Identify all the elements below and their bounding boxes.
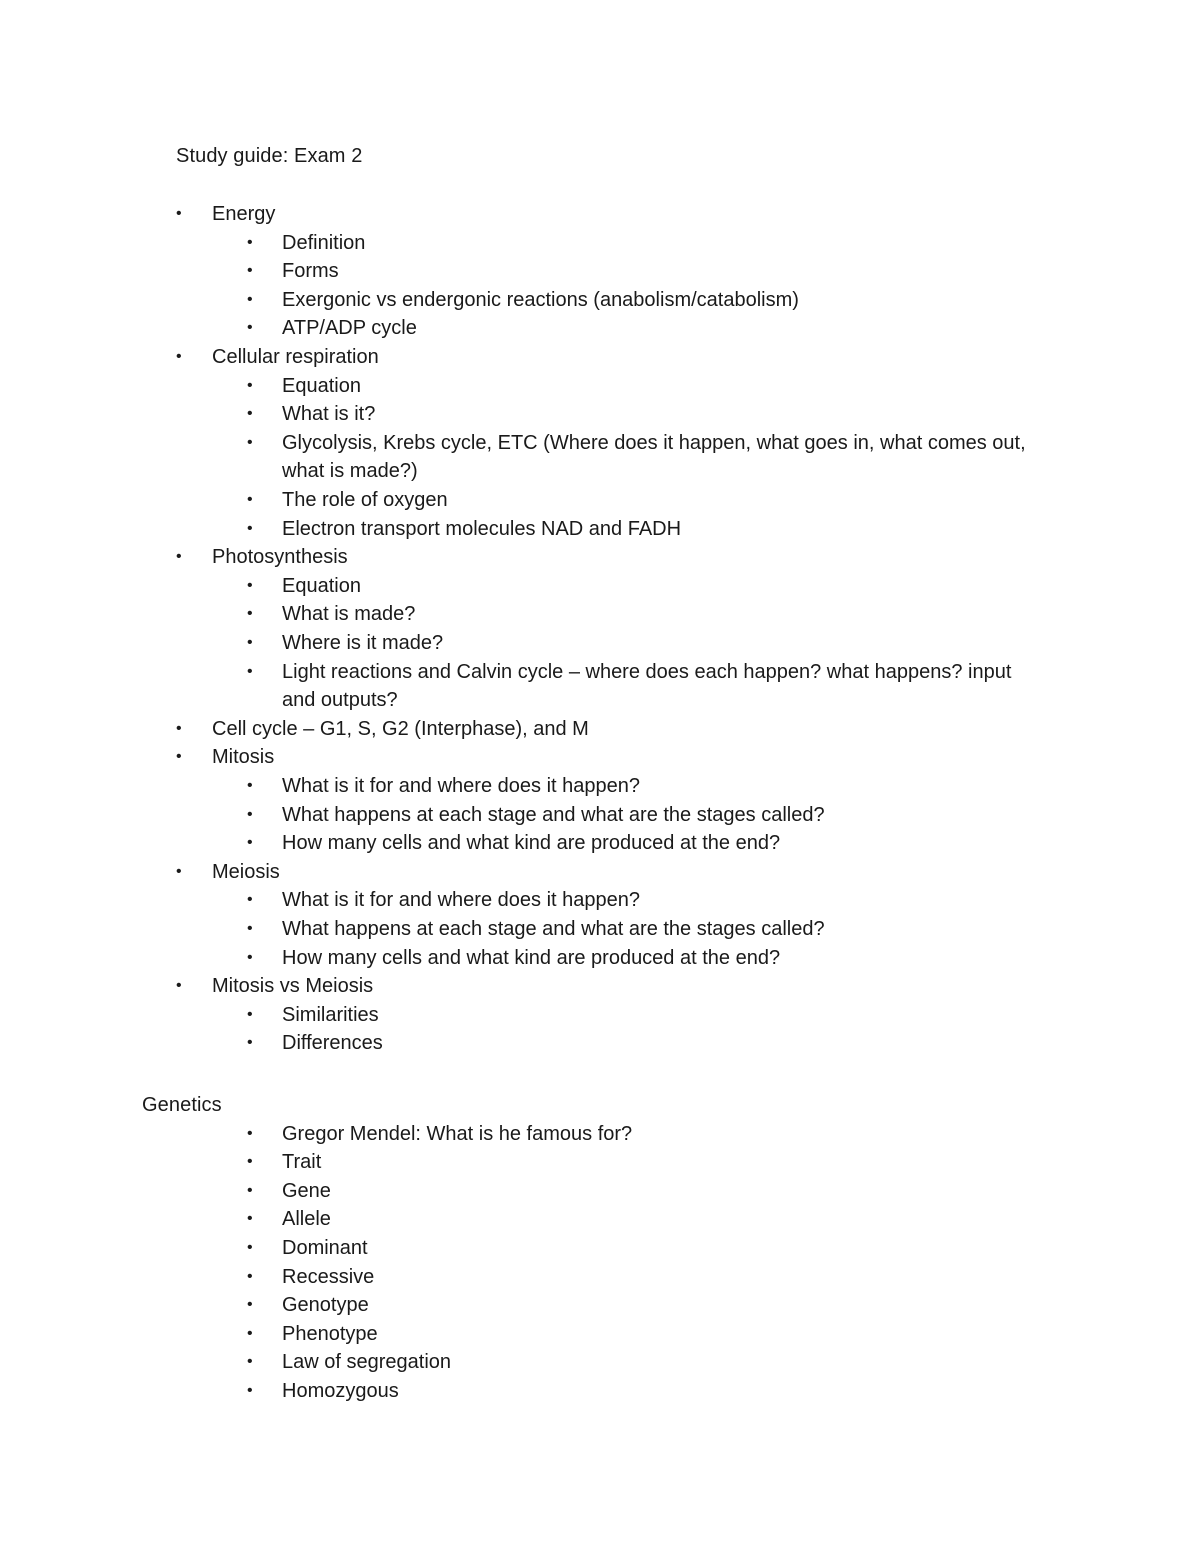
bullet-icon: • <box>247 662 253 680</box>
bullet-icon: • <box>247 1296 253 1314</box>
bullet-icon: • <box>247 605 253 623</box>
outline-item-text: Equation <box>282 374 361 397</box>
genetics-item-text: Gene <box>282 1179 331 1202</box>
outline-item-text: How many cells and what kind are produced at the end? <box>282 946 781 969</box>
outline-item-text: What happens at each stage and what are the stages called? <box>282 803 825 826</box>
bullet-icon: • <box>247 319 253 337</box>
outline-item-text: Differences <box>282 1032 383 1055</box>
bullet-icon: • <box>247 1034 253 1052</box>
outline-item-text: Similarities <box>282 1003 379 1026</box>
outline-item-text: Glycolysis, Krebs cycle, ETC (Where does it happen, what goes in, what comes out, what is made?) <box>282 431 1026 483</box>
genetics-item-text: Genotype <box>282 1294 369 1317</box>
outline-item-text: Energy <box>212 203 276 225</box>
page-title: Study guide: Exam 2 <box>176 145 363 167</box>
outline-item-text: Where is it made? <box>282 632 444 654</box>
bullet-icon: • <box>247 1153 253 1171</box>
outline-item-text: Meiosis <box>212 860 280 883</box>
bullet-icon: • <box>247 576 253 594</box>
bullet-icon: • <box>176 748 182 766</box>
outline-item-text: The role of oxygen <box>282 489 448 511</box>
bullet-icon: • <box>247 920 253 937</box>
outline-item-text: Forms <box>282 260 339 283</box>
bullet-icon: • <box>247 1324 253 1342</box>
genetics-item-text: Recessive <box>282 1265 375 1288</box>
bullet-icon: • <box>247 262 253 280</box>
outline-item-text: Mitosis <box>212 746 275 769</box>
bullet-icon: • <box>247 1005 253 1023</box>
bullet-icon: • <box>247 233 253 251</box>
bullet-icon: • <box>247 1181 253 1199</box>
genetics-item-text: Dominant <box>282 1236 368 1259</box>
genetics-item-text: Homozygous <box>282 1379 399 1402</box>
bullet-icon: • <box>247 1267 253 1285</box>
outline-item-text: Definition <box>282 231 366 254</box>
bullet-icon: • <box>176 348 182 365</box>
bullet-icon: • <box>176 719 182 737</box>
outline-item-text: Exergonic vs endergonic reactions (anabolism/catabolism) <box>282 288 799 311</box>
bullet-icon: • <box>247 777 253 794</box>
genetics-item-text: Phenotype <box>282 1322 378 1345</box>
bullet-icon: • <box>247 634 253 651</box>
outline-item-text: Cellular respiration <box>212 346 379 368</box>
genetics-item-text: Law of segregation <box>282 1351 452 1374</box>
genetics-heading: Genetics <box>142 1094 222 1116</box>
bullet-icon: • <box>247 1210 253 1228</box>
bullet-icon: • <box>176 205 182 222</box>
bullet-icon: • <box>247 519 253 537</box>
bullet-icon: • <box>247 376 253 394</box>
outline-item-text: Mitosis vs Meiosis <box>212 975 374 998</box>
bullet-icon: • <box>247 433 253 451</box>
outline-item-text: Light reactions and Calvin cycle – where does each happen? what happens? input and outputs? <box>282 660 1012 712</box>
outline-item-text: What is it for and where does it happen? <box>282 889 640 912</box>
outline-item-text: What is it? <box>282 403 376 426</box>
bullet-icon: • <box>247 805 253 823</box>
outline-item-text: Equation <box>282 574 361 597</box>
outline-item-text: Photosynthesis <box>212 546 348 569</box>
bullet-icon: • <box>176 977 182 995</box>
bullet-icon: • <box>176 862 182 880</box>
genetics-item-text: Trait <box>282 1151 322 1174</box>
outline-item-text: What happens at each stage and what are the stages called? <box>282 918 825 940</box>
bullet-icon: • <box>247 491 253 508</box>
outline-item-text: How many cells and what kind are produced at the end? <box>282 832 781 855</box>
genetics-item-text: Allele <box>282 1208 331 1231</box>
outline-item-text: What is made? <box>282 603 416 626</box>
genetics-item-text: Gregor Mendel: What is he famous for? <box>282 1122 633 1145</box>
bullet-icon: • <box>247 1124 253 1142</box>
bullet-icon: • <box>247 1353 253 1371</box>
bullet-icon: • <box>247 290 253 308</box>
outline-item-text: ATP/ADP cycle <box>282 317 417 340</box>
outline-item-text: What is it for and where does it happen? <box>282 775 640 797</box>
outline-item-text: Cell cycle – G1, S, G2 (Interphase), and M <box>212 717 589 740</box>
bullet-icon: • <box>176 548 182 566</box>
bullet-icon: • <box>247 405 253 423</box>
outline-item-text: Electron transport molecules NAD and FADH <box>282 517 682 540</box>
bullet-icon: • <box>247 891 253 909</box>
bullet-icon: • <box>247 834 253 852</box>
bullet-icon: • <box>247 1238 253 1256</box>
bullet-icon: • <box>247 948 253 966</box>
bullet-icon: • <box>247 1381 253 1399</box>
